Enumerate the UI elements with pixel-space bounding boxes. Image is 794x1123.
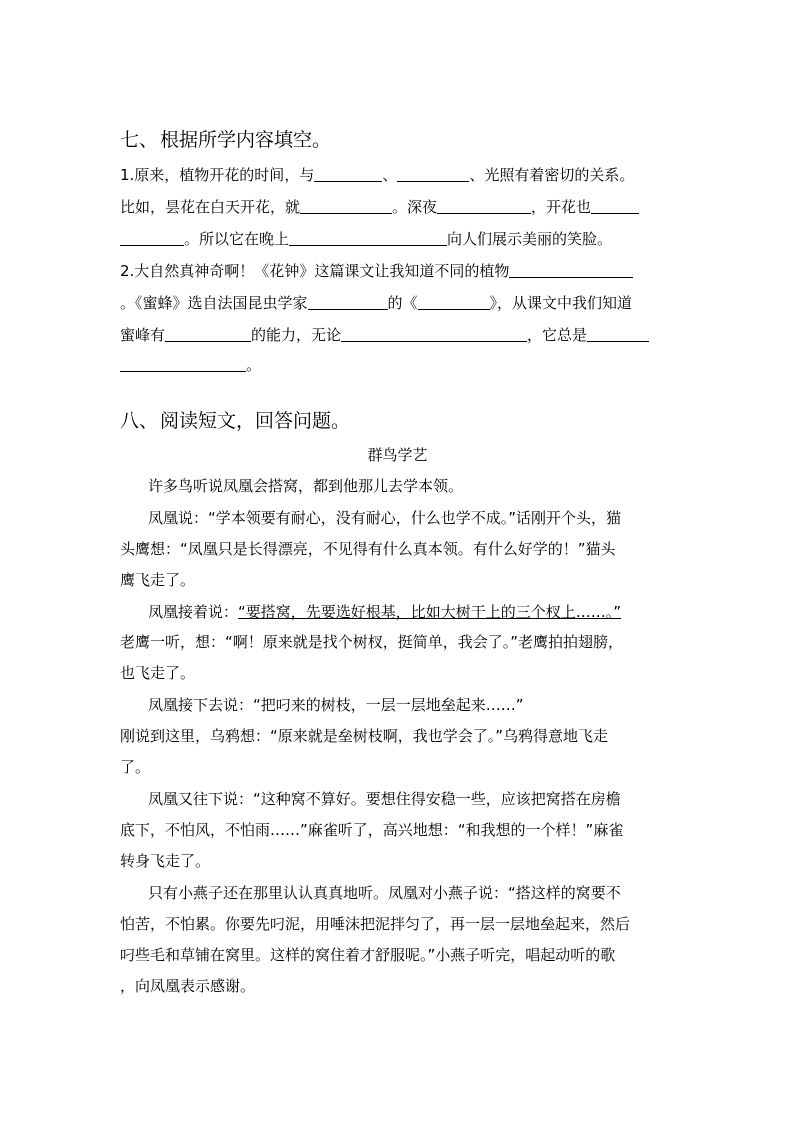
story-title: 群鸟学艺 — [367, 446, 428, 464]
answer-blank[interactable] — [587, 326, 649, 342]
answer-blank[interactable] — [418, 294, 490, 310]
story-line: 只有小燕子还在那里认认真真地听。凤凰对小燕子说：“搭这样的窝要不 — [148, 884, 621, 902]
section-8-title: 阅读短文，回答问题。 — [160, 410, 351, 432]
story-line: ，向凤凰表示感谢。 — [120, 977, 256, 995]
q1-text: 、光照有着密切的关系。 — [469, 166, 635, 184]
answer-blank[interactable] — [314, 166, 382, 182]
q2-line-2 — [120, 293, 680, 313]
story-line: 头鹰想：“凤凰只是长得漂亮，不见得有什么真本领。有什么好学的！”猫头 — [120, 540, 616, 558]
section-8-number: 八、 — [120, 410, 159, 432]
story-line: 凤凰又往下说：“这种窝不算好。要想住得安稳一些，应该把窝搭在房檐 — [148, 790, 621, 808]
q1-line-1 — [120, 165, 680, 185]
answer-blank[interactable] — [300, 198, 392, 214]
q1-text: 比如，昙花在白天开花，就 — [120, 198, 301, 216]
story-line: 也飞走了。 — [120, 664, 196, 682]
answer-blank[interactable] — [120, 230, 184, 246]
q2-line-1 — [120, 261, 680, 281]
q1-text: 。所以它在晚上 — [184, 230, 290, 248]
section-7-title: 根据所学内容填空。 — [160, 129, 332, 151]
q1-line-3 — [120, 229, 680, 249]
q2-text: 。 — [246, 356, 262, 374]
q1-text: 1.原来，植物开花的时间，与 — [120, 166, 315, 184]
section-7-heading — [120, 128, 680, 152]
q2-text: 蜜峰有 — [120, 326, 166, 344]
q1-text: 。深夜 — [392, 198, 438, 216]
underlined-sentence: “要搭窝，先要选好根基，比如大树干上的三个杈上……。” — [238, 603, 622, 621]
story-line: 转身飞走了。 — [120, 852, 211, 870]
answer-blank[interactable] — [308, 294, 388, 310]
q1-text: ，开花也 — [531, 198, 592, 216]
q2-line-3 — [120, 325, 680, 345]
story-line: 叼些毛和草铺在窝里。这样的窝住着才舒服呢。”小燕子听完，唱起动听的歌 — [120, 946, 616, 964]
story-line: 底下，不怕风，不怕雨……”麻雀听了，高兴地想：“和我想的一个样！”麻雀 — [120, 821, 624, 839]
story-line: 凤凰接下去说：“把叼来的树枝，一层一层地垒起来……” — [148, 696, 524, 714]
answer-blank[interactable] — [591, 198, 639, 214]
q1-line-2 — [120, 197, 680, 217]
story-line — [120, 602, 680, 622]
q1-text: 、 — [382, 166, 398, 184]
q2-text: 的《 — [387, 294, 418, 312]
story-line: 刚说到这里，乌鸦想：“原来就是垒树枝啊，我也学会了。”乌鸦得意地飞走 — [120, 727, 609, 745]
story-line: 了。 — [120, 758, 151, 776]
section-7-number: 七、 — [120, 129, 159, 151]
story-line: 怕苦，不怕累。你要先叼泥，用唾沫把泥拌匀了，再一层一层地垒起来，然后 — [120, 915, 631, 933]
story-paragraph-1: 许多鸟听说凤凰会搭窝，都到他那儿去学本领。 — [148, 477, 464, 495]
answer-blank[interactable] — [397, 166, 469, 182]
answer-blank[interactable] — [509, 262, 633, 278]
story-line: 老鹰一听，想：“啊！原来就是找个树杈，挺简单，我会了。”老鹰拍拍翅膀， — [120, 633, 624, 651]
story-line: 凤凰说：“学本领要有耐心，没有耐心，什么也学不成。”话刚开个头，猫 — [148, 509, 622, 527]
section-8-heading — [120, 409, 680, 433]
q2-text: ，它总是 — [527, 326, 588, 344]
q2-text: 》，从课文中我们知道 — [489, 294, 633, 312]
q2-text: 。《蜜蜂》选自法国昆虫学家 — [120, 294, 308, 312]
answer-blank[interactable] — [341, 326, 527, 342]
story-line: 鹰飞走了。 — [120, 571, 196, 589]
answer-blank[interactable] — [165, 326, 251, 342]
q2-text: 的能力，无论 — [251, 326, 342, 344]
story-text: 凤凰接着说： — [148, 603, 239, 621]
answer-blank[interactable] — [120, 356, 246, 372]
q2-text: 2.大自然真神奇啊！《花钟》这篇课文让我知道不同的植物 — [120, 262, 510, 280]
answer-blank[interactable] — [289, 230, 447, 246]
q2-line-4 — [120, 355, 680, 375]
answer-blank[interactable] — [437, 198, 531, 214]
q1-text: 向人们展示美丽的笑脸。 — [447, 230, 613, 248]
